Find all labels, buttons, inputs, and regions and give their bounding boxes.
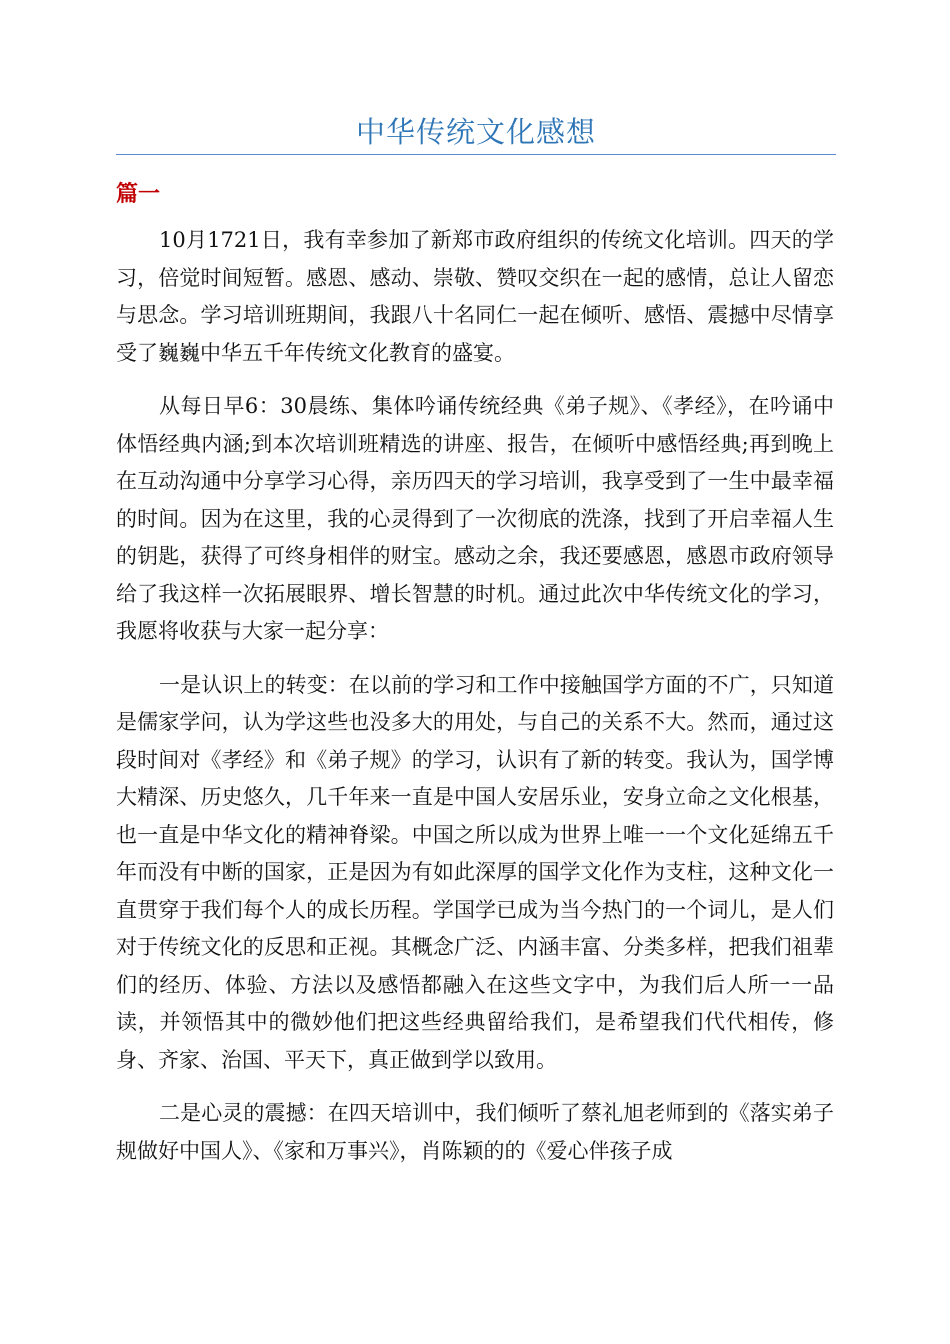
article-body (116, 222, 834, 1186)
paragraph-2: 从每日早6：30晨练、集体吟诵传统经典《弟子规》、《孝经》，在吟诵中体悟经典内涵;到本次培训班精选的讲座、报告，在倾听中感悟经典;再到晚上在互动沟通中分享学习心得，亲历四天的学习培训，我享受到了一生中最幸福的时间。因为在这里，我的心灵得到了一次彻底的洗涤，找到了开启幸福人生的钥匙，获得了可终身相伴的财宝。感动之余，我还要感恩，感恩市政府领导给了我这样一次拓展眼界、增长智慧的时机。通过此次中华传统文化的学习，我愿将收获与大家一起分享： (116, 394, 834, 643)
paragraph-4: 二是心灵的震撼：在四天培训中，我们倾听了蔡礼旭老师到的《落实弟子规做好中国人》、《家和万事兴》，肖陈颖的的《爱心伴孩子成 (116, 1101, 834, 1163)
paragraph-1: 10月1721日，我有幸参加了新郑市政府组织的传统文化培训。四天的学习，倍觉时间短暂。感恩、感动、崇敬、赞叹交织在一起的感情，总让人留恋与思念。学习培训班期间，我跟八十名同仁一起在倾听、感悟、震撼中尽情享受了巍巍中华五千年传统文化教育的盛宴。 (116, 228, 834, 365)
section-heading: 篇一 (116, 182, 161, 207)
title-divider (116, 154, 836, 155)
paragraph-3: 一是认识上的转变：在以前的学习和工作中接触国学方面的不广，只知道是儒家学问，认为学这些也没多大的用处，与自己的关系不大。然而，通过这段时间对《孝经》和《弟子规》的学习，认识有了新的转变。我认为，国学博大精深、历史悠久，几千年来一直是中国人安居乐业，安身立命之文化根基，也一直是中华文化的精神脊梁。中国之所以成为世界上唯一一个文化延绵五千年而没有中断的国家，正是因为有如此深厚的国学文化作为支柱，这种文化一直贯穿于我们每个人的成长历程。学国学已成为当今热门的一个词儿，是人们对于传统文化的反思和正视。其概念广泛、内涵丰富、分类多样，把我们祖辈们的经历、体验、方法以及感悟都融入在这些文字中，为我们后人所一一品读，并领悟其中的微妙他们把这些经典留给我们，是希望我们代代相传，修身、齐家、治国、平天下，真正做到学以致用。 (116, 672, 834, 1072)
page-title: 中华传统文化感想 (355, 115, 596, 149)
